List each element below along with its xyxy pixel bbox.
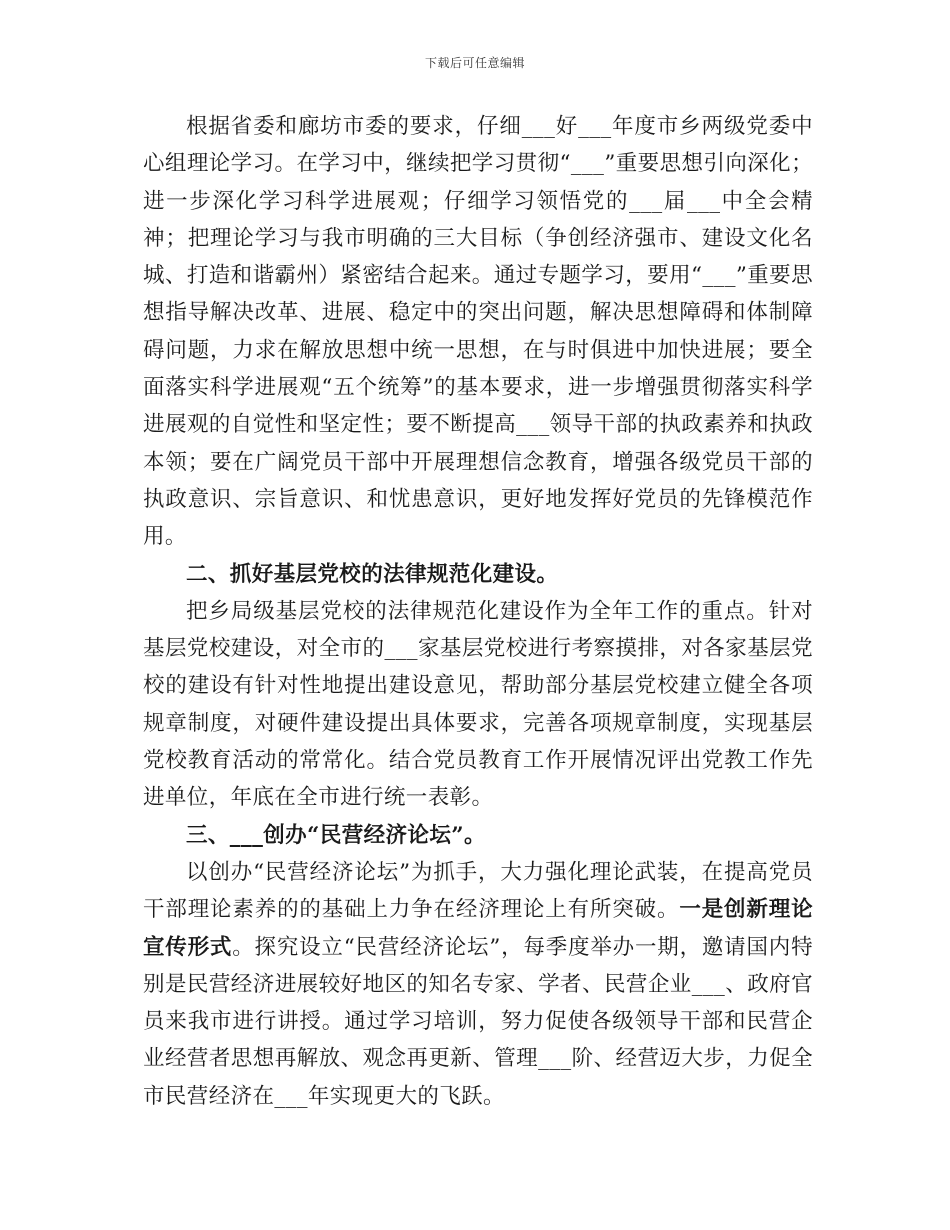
paragraph-party-school: 把乡局级基层党校的法律规范化建设作为全年工作的重点。针对基层党校建设，对全市的___家基层党校进行考察摸排，对各家基层党校的建设有针对性地提出建设意见，帮助部分基层党校建立健全各项规章制度，对硬件建设提出具体要求，完善各项规章制度，实现基层党校教育活动的常常化。结合党员教育工作开展情况评出党教工作先进单位，年底在全市进行统一表彰。	[143, 598, 813, 811]
document-body	[143, 108, 813, 1115]
paragraph-study: 根据省委和廊坊市委的要求，仔细___好___年度市乡两级党委中心组理论学习。在学习中，继续把学习贯彻“___”重要思想引向深化；进一步深化学习科学进展观；仔细学习领悟党的___届___中全会精神；把理论学习与我市明确的三大目标（争创经济强市、建设文化名城、打造和谐霸州）紧密结合起来。通过专题学习，要用“___”重要思想指导解决改革、进展、稳定中的突出问题，解决思想障碍和体制障碍问题，力求在解放思想中统一思想，在与时俱进中加快进展；要全面落实科学进展观“五个统筹”的基本要求，进一步增强贯彻落实科学进展观的自觉性和坚定性；要不断提高___领导干部的执政素养和执政本领；要在广阔党员干部中开展理想信念教育，增强各级党员干部的执政意识、宗旨意识、和忧患意识，更好地发挥好党员的先锋模范作用。	[143, 114, 813, 550]
paragraph-forum-bold: 一是创新理论宣传形式	[143, 897, 813, 960]
section-heading-2: 二、抓好基层党校的法律规范化建设。	[186, 561, 559, 587]
paragraph-forum-end: 。探究设立“民营经济论坛”，每季度举办一期，邀请国内特别是民营经济进展较好地区的知名专家、学者、民营企业___、政府官员来我市进行讲授。通过学习培训，努力促使各级领导干部和民营企业经营者思想再解放、观念再更新、管理___阶、经营迈大步，力促全市民营经济在___年实现更大的飞跃。	[143, 934, 813, 1109]
page-header: 下载后可任意编辑	[424, 56, 525, 70]
paragraph-forum	[143, 854, 813, 1115]
section-heading-3: 三、___创办“民营经济论坛”。	[186, 822, 486, 848]
paragraph-forum-start: 以创办“民营经济论坛”为抓手，大力强化理论武装，在提高党员干部理论素养的的基础上力争在经济理论上有所突破。	[143, 859, 813, 923]
